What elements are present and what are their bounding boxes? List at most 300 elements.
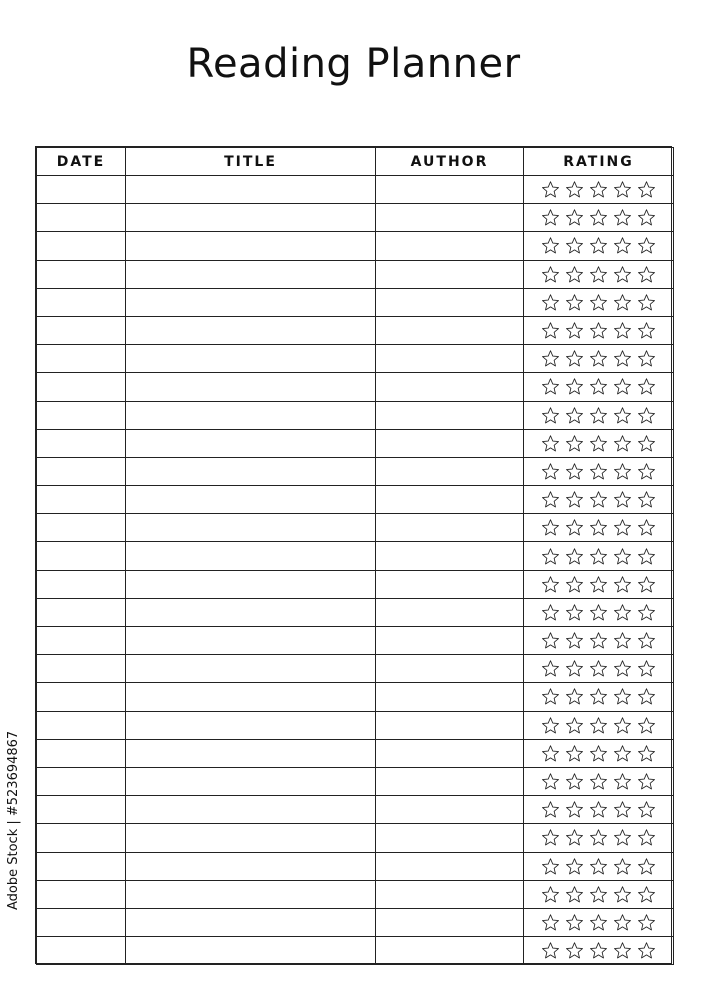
table-row [37, 711, 674, 739]
rating-cell [524, 824, 674, 852]
star-rating [524, 683, 673, 710]
author-cell[interactable] [376, 598, 524, 626]
star-outline-icon[interactable] [565, 913, 584, 932]
author-cell[interactable] [376, 486, 524, 514]
star-outline-icon[interactable] [637, 462, 656, 481]
star-outline-icon[interactable] [541, 547, 560, 566]
star-outline-icon[interactable] [613, 236, 632, 255]
date-cell[interactable] [37, 570, 126, 598]
title-cell[interactable] [126, 767, 376, 795]
star-outline-icon[interactable] [637, 236, 656, 255]
author-cell[interactable] [376, 655, 524, 683]
date-cell[interactable] [37, 204, 126, 232]
star-outline-icon[interactable] [565, 744, 584, 763]
rating-cell [524, 570, 674, 598]
date-cell[interactable] [37, 260, 126, 288]
star-outline-icon[interactable] [589, 265, 608, 284]
title-cell[interactable] [126, 739, 376, 767]
title-cell[interactable] [126, 937, 376, 965]
title-cell[interactable] [126, 288, 376, 316]
date-cell[interactable] [37, 457, 126, 485]
star-outline-icon[interactable] [565, 321, 584, 340]
title-cell[interactable] [126, 204, 376, 232]
star-rating [524, 627, 673, 654]
star-outline-icon[interactable] [637, 547, 656, 566]
rating-cell [524, 767, 674, 795]
star-outline-icon[interactable] [613, 377, 632, 396]
date-cell[interactable] [37, 627, 126, 655]
star-outline-icon[interactable] [637, 406, 656, 425]
star-outline-icon[interactable] [613, 828, 632, 847]
star-outline-icon[interactable] [613, 490, 632, 509]
star-outline-icon[interactable] [613, 434, 632, 453]
star-outline-icon[interactable] [637, 293, 656, 312]
star-rating [524, 430, 673, 457]
rating-cell [524, 937, 674, 965]
author-cell[interactable] [376, 232, 524, 260]
star-outline-icon[interactable] [541, 462, 560, 481]
date-cell[interactable] [37, 767, 126, 795]
star-outline-icon[interactable] [613, 772, 632, 791]
star-outline-icon[interactable] [637, 913, 656, 932]
star-outline-icon[interactable] [589, 772, 608, 791]
title-cell[interactable] [126, 401, 376, 429]
date-cell[interactable] [37, 683, 126, 711]
star-outline-icon[interactable] [637, 828, 656, 847]
star-outline-icon[interactable] [613, 687, 632, 706]
star-outline-icon[interactable] [541, 293, 560, 312]
rating-cell [524, 908, 674, 936]
star-rating [524, 373, 673, 400]
rating-cell [524, 429, 674, 457]
star-outline-icon[interactable] [589, 180, 608, 199]
star-outline-icon[interactable] [565, 180, 584, 199]
date-cell[interactable] [37, 739, 126, 767]
star-outline-icon[interactable] [541, 603, 560, 622]
table-row [37, 316, 674, 344]
rating-cell [524, 486, 674, 514]
star-outline-icon[interactable] [613, 575, 632, 594]
star-outline-icon[interactable] [565, 659, 584, 678]
star-outline-icon[interactable] [637, 631, 656, 650]
author-cell[interactable] [376, 288, 524, 316]
star-rating [524, 599, 673, 626]
rating-cell [524, 401, 674, 429]
star-rating [524, 176, 673, 203]
star-outline-icon[interactable] [613, 265, 632, 284]
column-header-date: DATE [37, 148, 126, 176]
star-rating [524, 261, 673, 288]
page-title: Reading Planner [186, 41, 521, 87]
title-cell[interactable] [126, 908, 376, 936]
title-cell[interactable] [126, 852, 376, 880]
star-outline-icon[interactable] [589, 828, 608, 847]
star-outline-icon[interactable] [565, 885, 584, 904]
star-outline-icon[interactable] [637, 180, 656, 199]
table-row [37, 401, 674, 429]
star-outline-icon[interactable] [589, 490, 608, 509]
table-row [37, 176, 674, 204]
star-outline-icon[interactable] [541, 406, 560, 425]
star-outline-icon[interactable] [565, 547, 584, 566]
star-outline-icon[interactable] [541, 518, 560, 537]
star-rating [524, 909, 673, 936]
star-outline-icon[interactable] [541, 631, 560, 650]
star-outline-icon[interactable] [589, 800, 608, 819]
rating-cell [524, 711, 674, 739]
date-cell[interactable] [37, 288, 126, 316]
star-rating [524, 204, 673, 231]
star-outline-icon[interactable] [613, 800, 632, 819]
rating-cell [524, 176, 674, 204]
star-outline-icon[interactable] [541, 208, 560, 227]
star-outline-icon[interactable] [589, 208, 608, 227]
table-row [37, 204, 674, 232]
star-outline-icon[interactable] [589, 293, 608, 312]
star-outline-icon[interactable] [637, 772, 656, 791]
title-cell[interactable] [126, 627, 376, 655]
star-outline-icon[interactable] [613, 857, 632, 876]
rating-cell [524, 683, 674, 711]
star-outline-icon[interactable] [589, 462, 608, 481]
title-cell[interactable] [126, 176, 376, 204]
star-outline-icon[interactable] [589, 518, 608, 537]
title-cell[interactable] [126, 711, 376, 739]
star-outline-icon[interactable] [589, 575, 608, 594]
star-outline-icon[interactable] [637, 857, 656, 876]
star-outline-icon[interactable] [541, 377, 560, 396]
star-outline-icon[interactable] [613, 913, 632, 932]
star-outline-icon[interactable] [589, 913, 608, 932]
table-row [37, 429, 674, 457]
star-rating [524, 402, 673, 429]
table-row [37, 232, 674, 260]
star-outline-icon[interactable] [541, 349, 560, 368]
author-cell[interactable] [376, 824, 524, 852]
star-outline-icon[interactable] [637, 885, 656, 904]
table-row [37, 457, 674, 485]
reading-log-sheet [35, 146, 672, 964]
star-outline-icon[interactable] [589, 744, 608, 763]
title-cell[interactable] [126, 514, 376, 542]
title-cell[interactable] [126, 683, 376, 711]
star-outline-icon[interactable] [541, 941, 560, 960]
column-header-author: AUTHOR [376, 148, 524, 176]
table-row [37, 767, 674, 795]
star-outline-icon[interactable] [589, 406, 608, 425]
star-outline-icon[interactable] [637, 575, 656, 594]
star-outline-icon[interactable] [565, 603, 584, 622]
star-outline-icon[interactable] [637, 687, 656, 706]
star-outline-icon[interactable] [565, 687, 584, 706]
star-outline-icon[interactable] [541, 828, 560, 847]
star-outline-icon[interactable] [613, 547, 632, 566]
stock-id-text: Adobe Stock | #523694867 [6, 730, 21, 910]
star-outline-icon[interactable] [541, 857, 560, 876]
author-cell[interactable] [376, 542, 524, 570]
date-cell[interactable] [37, 908, 126, 936]
star-outline-icon[interactable] [637, 265, 656, 284]
table-row [37, 486, 674, 514]
reading-log-table [36, 147, 674, 965]
table-row [37, 824, 674, 852]
title-cell[interactable] [126, 542, 376, 570]
date-cell[interactable] [37, 345, 126, 373]
star-outline-icon[interactable] [613, 349, 632, 368]
star-outline-icon[interactable] [637, 518, 656, 537]
author-cell[interactable] [376, 457, 524, 485]
star-outline-icon[interactable] [541, 716, 560, 735]
rating-cell [524, 288, 674, 316]
star-outline-icon[interactable] [541, 885, 560, 904]
date-cell[interactable] [37, 824, 126, 852]
author-cell[interactable] [376, 260, 524, 288]
title-cell[interactable] [126, 260, 376, 288]
star-outline-icon[interactable] [613, 406, 632, 425]
date-cell[interactable] [37, 514, 126, 542]
date-cell[interactable] [37, 232, 126, 260]
rating-cell [524, 542, 674, 570]
date-cell[interactable] [37, 655, 126, 683]
star-outline-icon[interactable] [541, 265, 560, 284]
star-rating [524, 458, 673, 485]
star-rating [524, 514, 673, 541]
star-outline-icon[interactable] [565, 265, 584, 284]
star-rating [524, 486, 673, 513]
star-outline-icon[interactable] [637, 603, 656, 622]
author-cell[interactable] [376, 204, 524, 232]
star-rating [524, 740, 673, 767]
star-outline-icon[interactable] [637, 377, 656, 396]
table-row [37, 598, 674, 626]
star-outline-icon[interactable] [637, 659, 656, 678]
star-outline-icon[interactable] [541, 321, 560, 340]
table-row [37, 288, 674, 316]
table-row [37, 655, 674, 683]
star-rating [524, 768, 673, 795]
title-cell[interactable] [126, 655, 376, 683]
author-cell[interactable] [376, 908, 524, 936]
table-row [37, 373, 674, 401]
star-rating [524, 289, 673, 316]
star-outline-icon[interactable] [565, 518, 584, 537]
column-header-rating: RATING [524, 148, 674, 176]
author-cell[interactable] [376, 429, 524, 457]
star-outline-icon[interactable] [541, 659, 560, 678]
star-outline-icon[interactable] [589, 941, 608, 960]
star-outline-icon[interactable] [565, 377, 584, 396]
star-rating [524, 712, 673, 739]
star-outline-icon[interactable] [565, 434, 584, 453]
table-row [37, 852, 674, 880]
star-outline-icon[interactable] [565, 941, 584, 960]
author-cell[interactable] [376, 683, 524, 711]
star-outline-icon[interactable] [637, 490, 656, 509]
star-outline-icon[interactable] [565, 293, 584, 312]
author-cell[interactable] [376, 316, 524, 344]
star-outline-icon[interactable] [541, 236, 560, 255]
star-outline-icon[interactable] [613, 462, 632, 481]
star-outline-icon[interactable] [613, 744, 632, 763]
table-row [37, 627, 674, 655]
star-outline-icon[interactable] [541, 687, 560, 706]
date-cell[interactable] [37, 373, 126, 401]
star-outline-icon[interactable] [637, 434, 656, 453]
date-cell[interactable] [37, 316, 126, 344]
date-cell[interactable] [37, 796, 126, 824]
star-outline-icon[interactable] [565, 208, 584, 227]
star-outline-icon[interactable] [565, 716, 584, 735]
star-outline-icon[interactable] [613, 659, 632, 678]
star-outline-icon[interactable] [541, 913, 560, 932]
star-outline-icon[interactable] [637, 744, 656, 763]
star-outline-icon[interactable] [565, 236, 584, 255]
star-outline-icon[interactable] [589, 377, 608, 396]
star-outline-icon[interactable] [589, 716, 608, 735]
rating-cell [524, 260, 674, 288]
table-row [37, 514, 674, 542]
star-outline-icon[interactable] [637, 349, 656, 368]
title-cell[interactable] [126, 598, 376, 626]
author-cell[interactable] [376, 739, 524, 767]
rating-cell [524, 457, 674, 485]
rating-cell [524, 880, 674, 908]
star-outline-icon[interactable] [589, 547, 608, 566]
star-outline-icon[interactable] [589, 434, 608, 453]
title-cell[interactable] [126, 880, 376, 908]
author-cell[interactable] [376, 852, 524, 880]
table-row [37, 739, 674, 767]
star-outline-icon[interactable] [613, 518, 632, 537]
star-outline-icon[interactable] [565, 857, 584, 876]
star-outline-icon[interactable] [589, 631, 608, 650]
star-rating [524, 317, 673, 344]
star-outline-icon[interactable] [565, 406, 584, 425]
star-outline-icon[interactable] [589, 349, 608, 368]
star-outline-icon[interactable] [637, 208, 656, 227]
date-cell[interactable] [37, 880, 126, 908]
star-outline-icon[interactable] [541, 180, 560, 199]
author-cell[interactable] [376, 796, 524, 824]
star-outline-icon[interactable] [613, 631, 632, 650]
title-cell[interactable] [126, 232, 376, 260]
star-outline-icon[interactable] [589, 603, 608, 622]
table-body [37, 176, 674, 965]
author-cell[interactable] [376, 176, 524, 204]
author-cell[interactable] [376, 711, 524, 739]
table-row [37, 345, 674, 373]
rating-cell [524, 796, 674, 824]
title-cell[interactable] [126, 796, 376, 824]
star-outline-icon[interactable] [589, 321, 608, 340]
star-outline-icon[interactable] [541, 490, 560, 509]
rating-cell [524, 852, 674, 880]
star-outline-icon[interactable] [613, 180, 632, 199]
star-outline-icon[interactable] [589, 857, 608, 876]
title-cell[interactable] [126, 373, 376, 401]
star-outline-icon[interactable] [613, 208, 632, 227]
star-outline-icon[interactable] [613, 321, 632, 340]
star-outline-icon[interactable] [565, 490, 584, 509]
title-cell[interactable] [126, 457, 376, 485]
title-cell[interactable] [126, 429, 376, 457]
star-outline-icon[interactable] [637, 321, 656, 340]
author-cell[interactable] [376, 570, 524, 598]
date-cell[interactable] [37, 937, 126, 965]
star-outline-icon[interactable] [565, 575, 584, 594]
star-outline-icon[interactable] [541, 800, 560, 819]
star-outline-icon[interactable] [613, 603, 632, 622]
star-outline-icon[interactable] [589, 885, 608, 904]
star-outline-icon[interactable] [613, 941, 632, 960]
star-outline-icon[interactable] [589, 687, 608, 706]
star-outline-icon[interactable] [589, 659, 608, 678]
star-rating [524, 824, 673, 851]
rating-cell [524, 204, 674, 232]
star-outline-icon[interactable] [541, 434, 560, 453]
star-outline-icon[interactable] [565, 828, 584, 847]
star-rating [524, 542, 673, 569]
title-cell[interactable] [126, 345, 376, 373]
author-cell[interactable] [376, 627, 524, 655]
rating-cell [524, 514, 674, 542]
star-rating [524, 853, 673, 880]
title-cell[interactable] [126, 486, 376, 514]
star-outline-icon[interactable] [541, 575, 560, 594]
author-cell[interactable] [376, 401, 524, 429]
star-rating [524, 655, 673, 682]
star-outline-icon[interactable] [565, 349, 584, 368]
title-cell[interactable] [126, 316, 376, 344]
star-outline-icon[interactable] [589, 236, 608, 255]
rating-cell [524, 598, 674, 626]
author-cell[interactable] [376, 937, 524, 965]
rating-cell [524, 345, 674, 373]
star-outline-icon[interactable] [637, 800, 656, 819]
star-rating [524, 881, 673, 908]
date-cell[interactable] [37, 852, 126, 880]
title-cell[interactable] [126, 570, 376, 598]
star-outline-icon[interactable] [541, 744, 560, 763]
date-cell[interactable] [37, 429, 126, 457]
star-outline-icon[interactable] [565, 631, 584, 650]
rating-cell [524, 232, 674, 260]
author-cell[interactable] [376, 880, 524, 908]
star-outline-icon[interactable] [565, 462, 584, 481]
star-outline-icon[interactable] [613, 293, 632, 312]
table-row [37, 880, 674, 908]
author-cell[interactable] [376, 373, 524, 401]
author-cell[interactable] [376, 345, 524, 373]
date-cell[interactable] [37, 401, 126, 429]
star-outline-icon[interactable] [637, 941, 656, 960]
date-cell[interactable] [37, 542, 126, 570]
date-cell[interactable] [37, 486, 126, 514]
star-rating [524, 796, 673, 823]
star-outline-icon[interactable] [541, 772, 560, 791]
date-cell[interactable] [37, 598, 126, 626]
star-outline-icon[interactable] [613, 716, 632, 735]
date-cell[interactable] [37, 176, 126, 204]
star-outline-icon[interactable] [565, 772, 584, 791]
title-cell[interactable] [126, 824, 376, 852]
date-cell[interactable] [37, 711, 126, 739]
star-outline-icon[interactable] [565, 800, 584, 819]
star-outline-icon[interactable] [637, 716, 656, 735]
author-cell[interactable] [376, 514, 524, 542]
author-cell[interactable] [376, 767, 524, 795]
star-outline-icon[interactable] [613, 885, 632, 904]
